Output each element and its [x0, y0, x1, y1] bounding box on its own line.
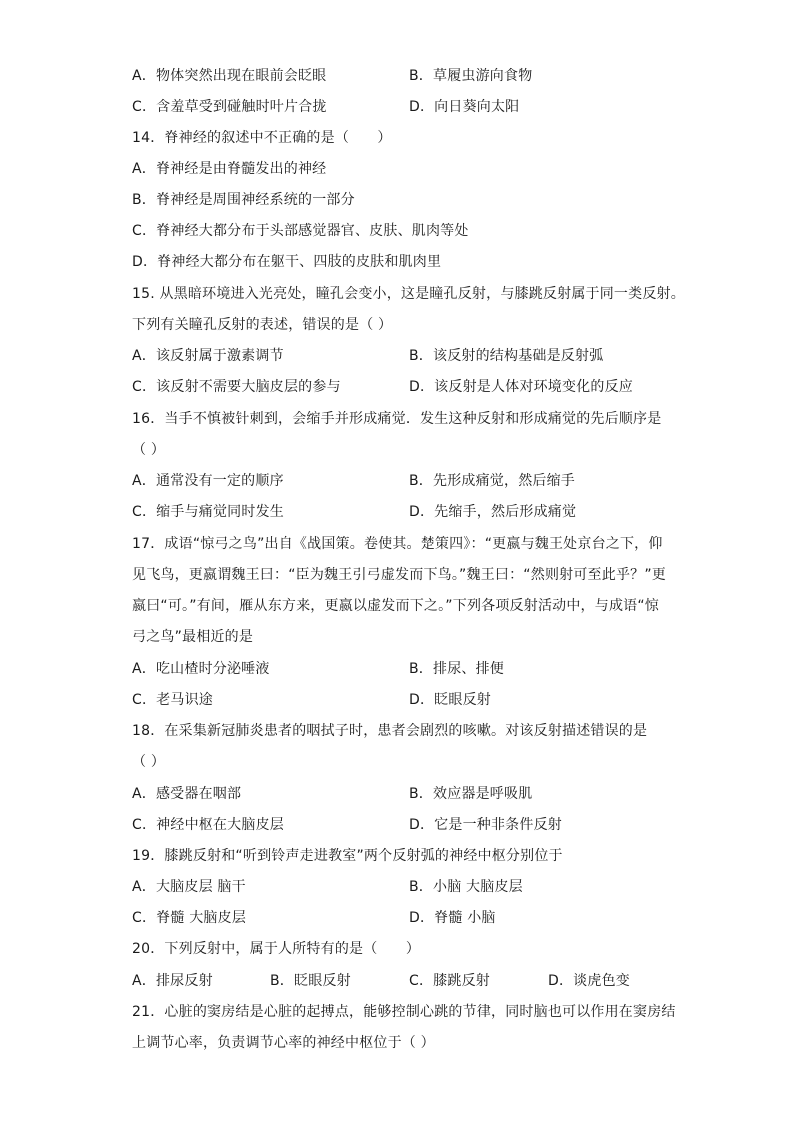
- q13-option-b: B．草履虫游向食物: [409, 68, 533, 84]
- q16-option-c: C．缩手与痛觉同时发生: [132, 504, 284, 520]
- q20-option-b: B．眨眼反射: [270, 973, 351, 989]
- q13-option-d: D．向日葵向太阳: [409, 99, 520, 115]
- q17-option-a: A．吃山楂时分泌唾液: [132, 661, 270, 677]
- q21-stem-line2: 上调节心率，负责调节心率的神经中枢位于（ ）: [132, 1035, 435, 1051]
- q14-option-a: A．脊神经是由脊髓发出的神经: [132, 161, 327, 177]
- q19-option-d: D．脊髓 小脑: [409, 910, 496, 926]
- q19-stem: 19．膝跳反射和“听到铃声走进教室”两个反射弧的神经中枢分别位于: [132, 848, 563, 864]
- q19-option-b: B．小脑 大脑皮层: [409, 879, 523, 895]
- q14-stem: 14．脊神经的叙述中不正确的是（ ）: [132, 130, 392, 146]
- q17-stem-line3: 嬴曰“可。”有间，雁从东方来，更嬴以虚发而下之。”下列各项反射活动中，与成语“惊: [132, 598, 660, 614]
- q18-stem-line2: （ ）: [132, 754, 166, 770]
- q16-stem-line1: 16．当手不慎被针刺到，会缩手并形成痛觉．发生这种反射和形成痛觉的先后顺序是: [132, 411, 662, 427]
- q15-stem-line2: 下列有关瞳孔反射的表述，错误的是（ ）: [132, 317, 393, 333]
- q19-option-c: C．脊髓 大脑皮层: [132, 910, 247, 926]
- q20-stem: 20．下列反射中，属于人所特有的是（ ）: [132, 941, 421, 957]
- q16-stem-line2: （ ）: [132, 442, 166, 458]
- q21-stem-line1: 21．心脏的窦房结是心脏的起搏点，能够控制心跳的节律，同时脑也可以作用在窦房结: [132, 1004, 676, 1020]
- q20-option-c: C．膝跳反射: [409, 973, 490, 989]
- q16-option-a: A．通常没有一定的顺序: [132, 473, 284, 489]
- q18-option-d: D．它是一种非条件反射: [409, 817, 562, 833]
- q17-stem-line2: 见飞鸟，更嬴谓魏王曰：“臣为魏王引弓虚发而下鸟。”魏王曰：“然则射可至此乎？”更: [132, 567, 667, 583]
- q17-option-d: D．眨眼反射: [409, 692, 491, 708]
- q17-stem-line4: 弓之鸟”最相近的是: [132, 629, 254, 645]
- q18-option-c: C．神经中枢在大脑皮层: [132, 817, 284, 833]
- q17-stem-line1: 17．成语“惊弓之鸟”出自《战国策。卷使其。楚策四》：“更嬴与魏王处京台之下，仰: [132, 536, 663, 552]
- q15-stem-line1: 15. 从黑暗环境进入光亮处，瞳孔会变小，这是瞳孔反射，与膝跳反射属于同一类反射。: [132, 286, 685, 302]
- q15-option-a: A．该反射属于激素调节: [132, 348, 284, 364]
- q15-option-d: D．该反射是人体对环境变化的反应: [409, 379, 633, 395]
- q17-option-c: C．老马识途: [132, 692, 213, 708]
- q15-option-b: B．该反射的结构基础是反射弧: [409, 348, 604, 364]
- q13-option-c: C．含羞草受到碰触时叶片合拢: [132, 99, 327, 115]
- q19-option-a: A．大脑皮层 脑干: [132, 879, 246, 895]
- q15-option-c: C．该反射不需要大脑皮层的参与: [132, 379, 341, 395]
- q18-stem-line1: 18．在采集新冠肺炎患者的咽拭子时，患者会剧烈的咳嗽。对该反射描述错误的是: [132, 723, 648, 739]
- q20-option-d: D．谈虎色变: [548, 973, 630, 989]
- q18-option-b: B．效应器是呼吸肌: [409, 786, 533, 802]
- q14-option-b: B．脊神经是周围神经系统的一部分: [132, 192, 355, 208]
- q16-option-b: B．先形成痛觉，然后缩手: [409, 473, 576, 489]
- q20-option-a: A．排尿反射: [132, 973, 213, 989]
- q13-option-a: A．物体突然出现在眼前会眨眼: [132, 68, 327, 84]
- q18-option-a: A．感受器在咽部: [132, 786, 242, 802]
- q14-option-d: D．脊神经大都分布在躯干、四肢的皮肤和肌肉里: [132, 254, 442, 270]
- q16-option-d: D．先缩手，然后形成痛觉: [409, 504, 577, 520]
- q14-option-c: C．脊神经大都分布于头部感觉器官、皮肤、肌肉等处: [132, 223, 469, 239]
- q17-option-b: B．排尿、排便: [409, 661, 505, 677]
